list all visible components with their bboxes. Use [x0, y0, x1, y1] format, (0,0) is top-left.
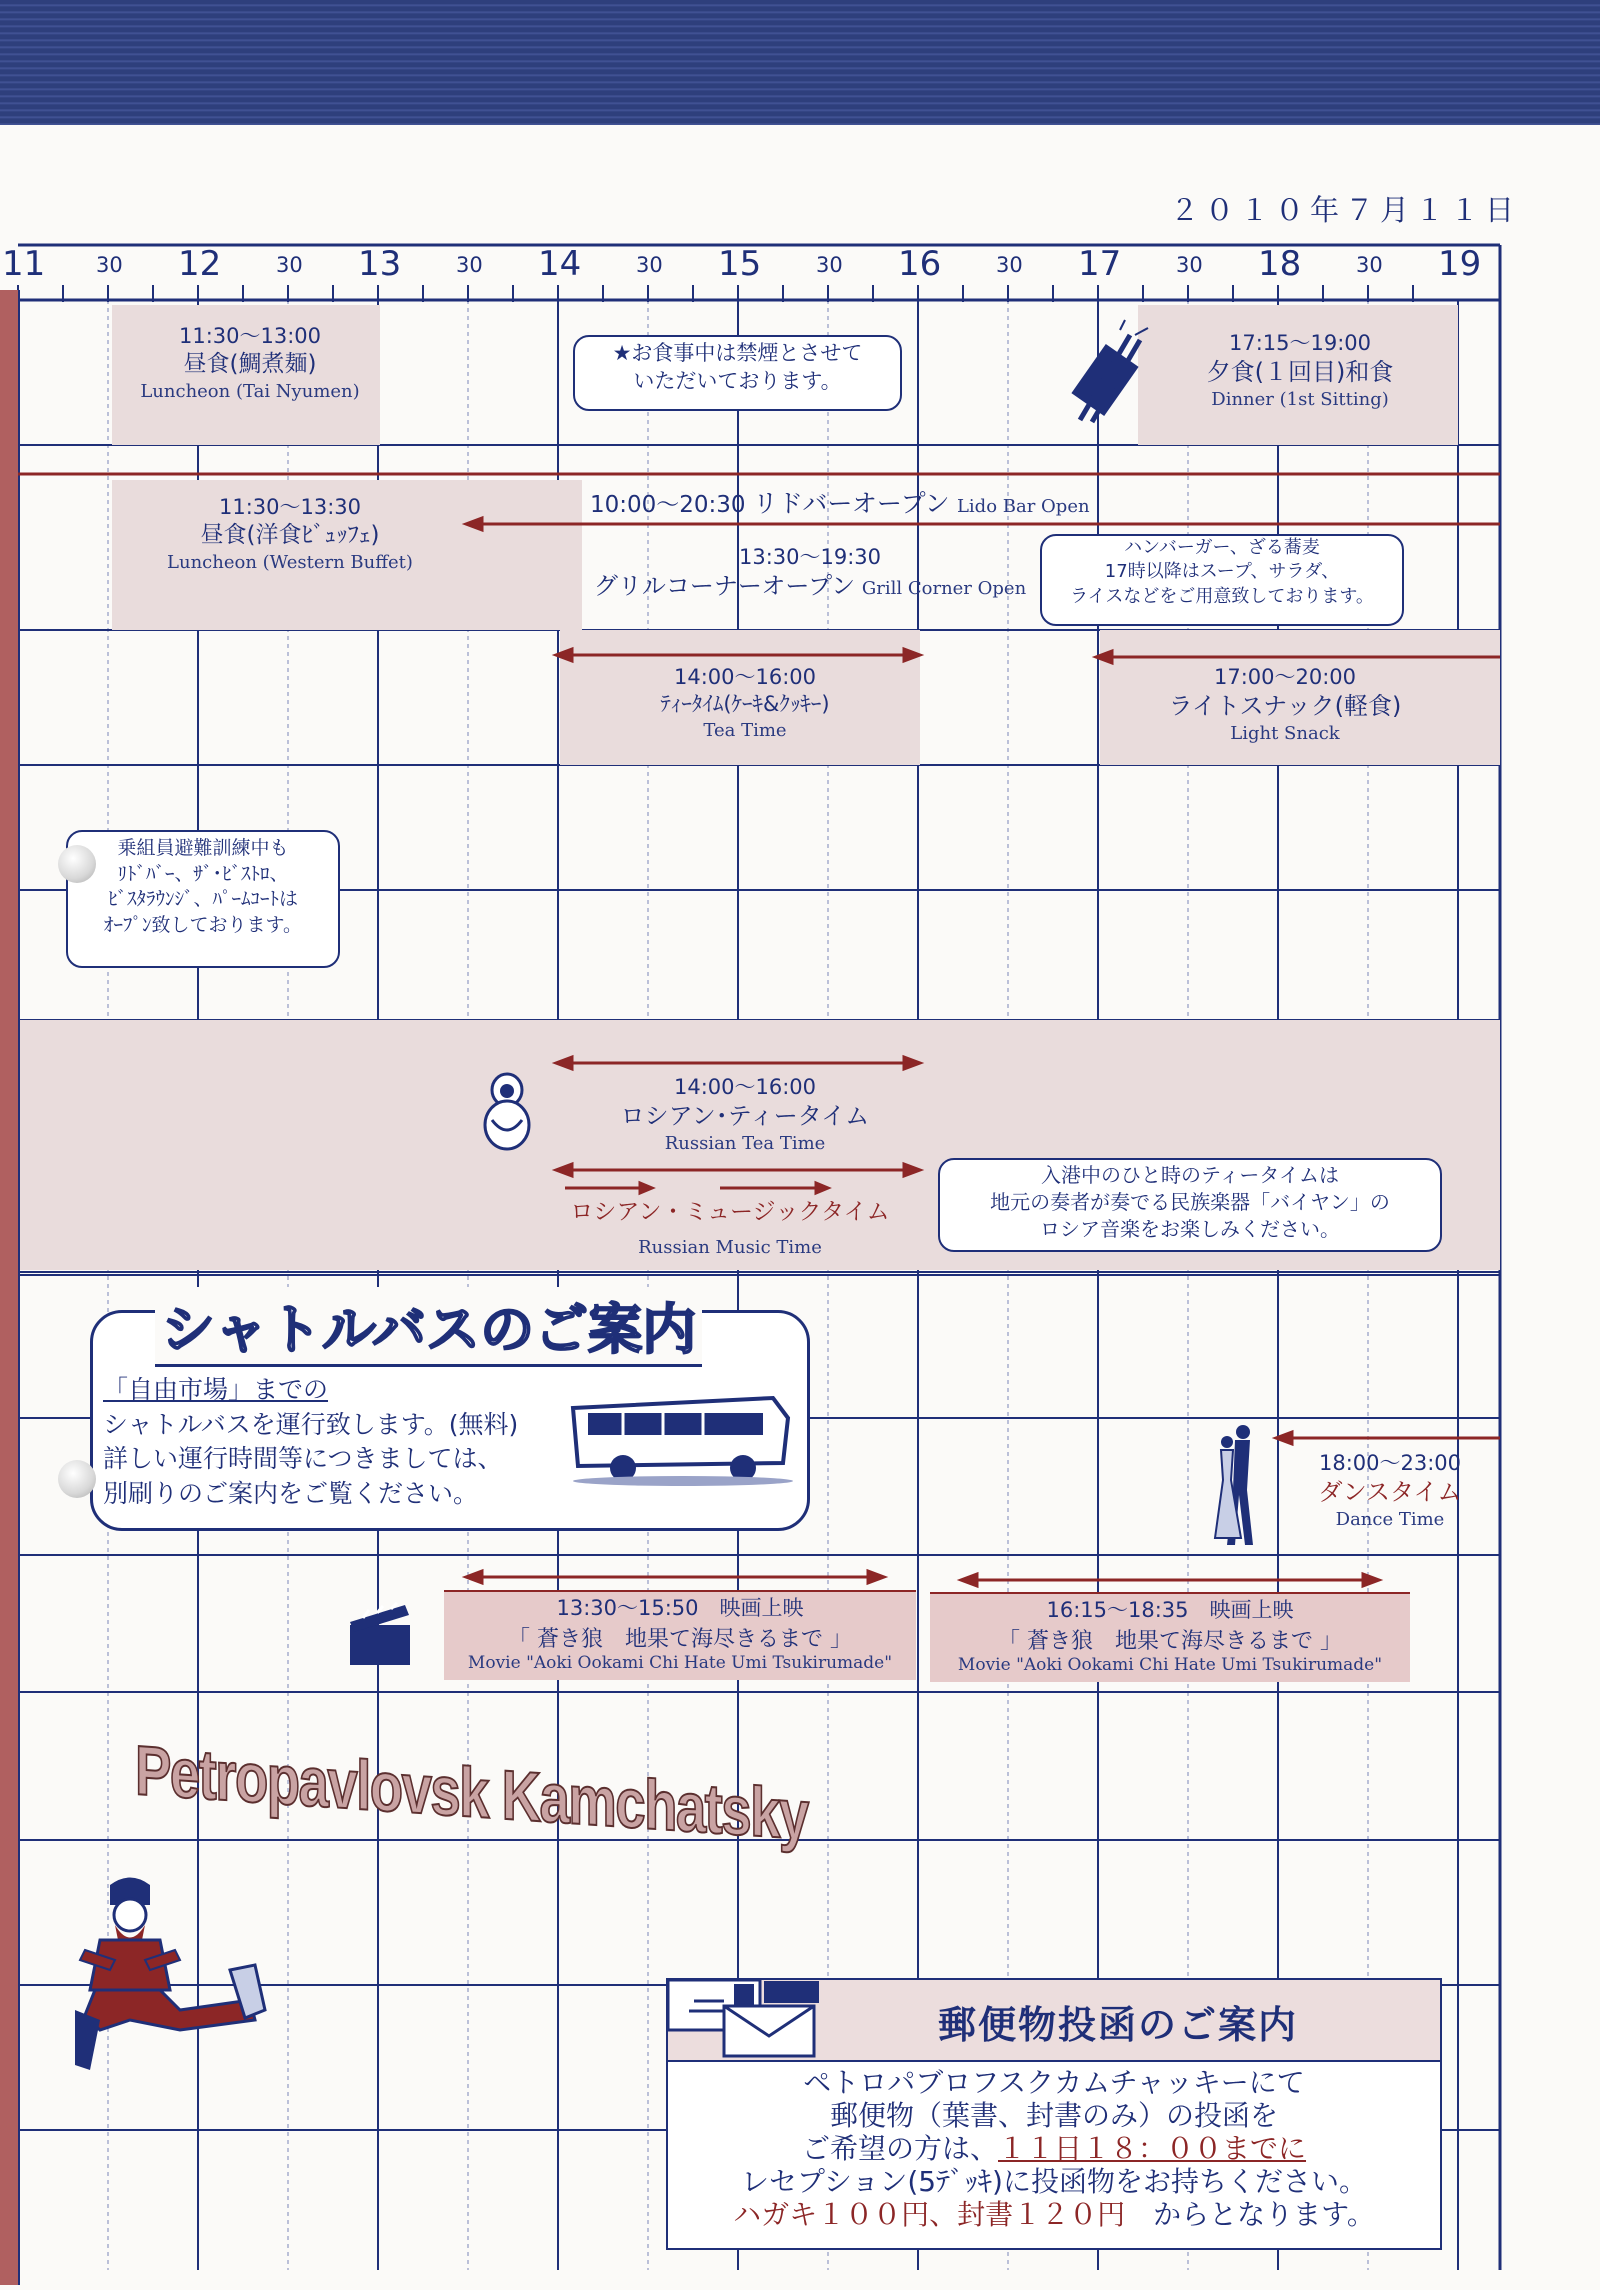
russian-music-block [560, 1198, 900, 1259]
half-hour-label: 30 [96, 253, 123, 277]
half-hour-label: 30 [456, 253, 483, 277]
russian-tea-title: ロシアン･ティータイム [620, 1102, 870, 1131]
lido-english: Lido Bar Open [956, 496, 1090, 517]
shuttle-line2: シャトルバスを運行致します。(無料) [103, 1409, 519, 1439]
mail-title: 郵便物投函のご案内 [938, 2003, 1299, 2047]
tea-time: 14:00〜16:00 [673, 665, 817, 689]
tea-block [590, 664, 900, 742]
half-hour-label: 30 [636, 253, 663, 277]
lido-block [590, 484, 1090, 520]
snack-english: Light Snack [1230, 723, 1340, 745]
half-hour-label: 30 [1356, 253, 1383, 277]
lunch2-time: 11:30〜13:30 [218, 495, 362, 519]
tea-english: Tea Time [703, 719, 787, 741]
russian-music-title: ロシアン・ミュージックタイム [570, 1199, 890, 1225]
half-hour-label: 30 [996, 253, 1023, 277]
envelope-icon [664, 1976, 824, 2066]
shuttle-title: シャトルバスのご案内 [155, 1287, 702, 1367]
bus-icon [563, 1388, 793, 1488]
mail-deadline: １１日１８：００までに [998, 2132, 1307, 2166]
mail-panel [666, 1978, 1442, 2250]
punch-hole [58, 1460, 96, 1498]
mail-line4: レセプション(5ﾃﾞｯｷ)に投函物をお持ちください。 [741, 2165, 1367, 2199]
lunch1-english: Luncheon (Tai Nyumen) [140, 381, 360, 403]
grill-note: ハンバーガー、ざる蕎麦 17時以降はスープ、サラダ、 ライスなどをご用意致しております。 [1040, 534, 1404, 626]
snack-time: 17:00〜20:00 [1213, 665, 1357, 689]
dance-time: 18:00〜23:00 [1318, 1451, 1462, 1475]
hour-label-14: 14 [538, 244, 582, 284]
lunch1-title: 昼食(鯛煮麺) [183, 351, 317, 378]
movie1-english: Movie "Aoki Ookami Chi Hate Umi Tsukirumade" [467, 1653, 893, 1673]
tea-title: ﾃｨｰﾀｲﾑ(ｹｰｷ&ｸｯｷｰ) [660, 692, 830, 717]
grill-english: Grill Corner Open [861, 578, 1027, 600]
snack-block [1130, 664, 1440, 746]
hour-label-11: 11 [2, 244, 46, 284]
port-logo: Petropavlovsk Kamchatsky [135, 1731, 808, 1855]
shuttle-line4: 別刷りのご案内をご覧ください。 [103, 1478, 479, 1508]
dancers-icon [1205, 1420, 1265, 1550]
shuttle-line1: 「自由市場」までの [103, 1375, 329, 1404]
russian-tea-block [600, 1074, 890, 1156]
mail-line3a: ご希望の方は、 [801, 2132, 998, 2166]
movie1-time: 13:30〜15:50 映画上映 [556, 1596, 804, 1620]
shuttle-line3: 詳しい運行時間等につきましては、 [103, 1444, 503, 1473]
lido-title: リドバーオープン [752, 489, 950, 518]
lido-time: 10:00〜20:30 [590, 492, 746, 518]
hour-label-19: 19 [1438, 244, 1482, 284]
music-note: 入港中のひと時のティータイムは 地元の奏者が奏でる民族楽器「バイヤン」の ロシア音楽をお楽しみください。 [938, 1158, 1442, 1252]
russian-tea-english: Russian Tea Time [664, 1133, 826, 1155]
russian-tea-time: 14:00〜16:00 [673, 1075, 817, 1099]
no-smoking-note: ★お食事中は禁煙とさせて いただいております。 [573, 335, 902, 411]
hour-label-13: 13 [358, 244, 402, 284]
dance-english: Dance Time [1335, 1509, 1445, 1531]
movie1-title: 「 蒼き狼 地果て海尽きるまで 」 [508, 1627, 852, 1652]
lunch1-time: 11:30〜13:00 [178, 324, 322, 348]
movie2-block [930, 1592, 1410, 1682]
mail-prices: ハガキ１００円、封書１２０円 [733, 2198, 1126, 2232]
movie2-title: 「 蒼き狼 地果て海尽きるまで 」 [998, 1629, 1342, 1654]
dinner-title: 夕食(１回目)和食 [1206, 358, 1394, 387]
dance-title: ダンスタイム [1318, 1478, 1462, 1507]
page-date: ２０１０年７月１１日 [1170, 193, 1521, 227]
lunch2-title: 昼食(洋食ﾋﾞｭｯﾌｪ) [200, 522, 380, 549]
dinner-time: 17:15〜19:00 [1228, 331, 1372, 355]
lunch2-block [130, 494, 450, 575]
dance-block [1290, 1450, 1490, 1532]
half-hour-label: 30 [816, 253, 843, 277]
hour-label-17: 17 [1078, 244, 1122, 284]
half-hour-label: 30 [276, 253, 303, 277]
grill-block [590, 544, 1030, 602]
russian-music-english: Russian Music Time [638, 1236, 822, 1258]
hour-label-18: 18 [1258, 244, 1302, 284]
movie2-english: Movie "Aoki Ookami Chi Hate Umi Tsukirumade" [957, 1655, 1383, 1675]
grill-title: グリルコーナーオープン [593, 572, 856, 601]
lunch2-english: Luncheon (Western Buffet) [167, 552, 413, 574]
movie2-time: 16:15〜18:35 映画上映 [1046, 1598, 1294, 1622]
mail-line1: ペトロパブロフスクカムチャッキーにて [803, 2066, 1305, 2099]
clapperboard-icon [345, 1600, 415, 1670]
matryoshka-icon [482, 1070, 532, 1150]
hour-label-15: 15 [718, 244, 762, 284]
mail-line5: からとなります。 [1153, 2198, 1375, 2232]
dinner-english: Dinner (1st Sitting) [1211, 389, 1389, 411]
hour-label-12: 12 [178, 244, 222, 284]
half-hour-label: 30 [1176, 253, 1203, 277]
drill-note: 乗組員避難訓練中も ﾘﾄﾞﾊﾞｰ、ｻﾞ･ﾋﾞｽﾄﾛ、 ﾋﾞｽﾀﾗｳﾝｼﾞ、ﾊﾟｰﾑｺｰﾄは ｵｰﾌﾟﾝ致しております。 [66, 830, 340, 968]
hour-label-16: 16 [898, 244, 942, 284]
snack-title: ライトスナック(軽食) [1168, 692, 1402, 721]
mail-line2: 郵便物（葉書、封書のみ）の投函を [829, 2099, 1278, 2133]
movie1-block [444, 1590, 916, 1680]
grill-time: 13:30〜19:30 [738, 545, 882, 569]
shuttle-panel [90, 1298, 810, 1531]
cossack-dancer-icon [70, 1870, 270, 2080]
punch-hole [58, 845, 96, 883]
